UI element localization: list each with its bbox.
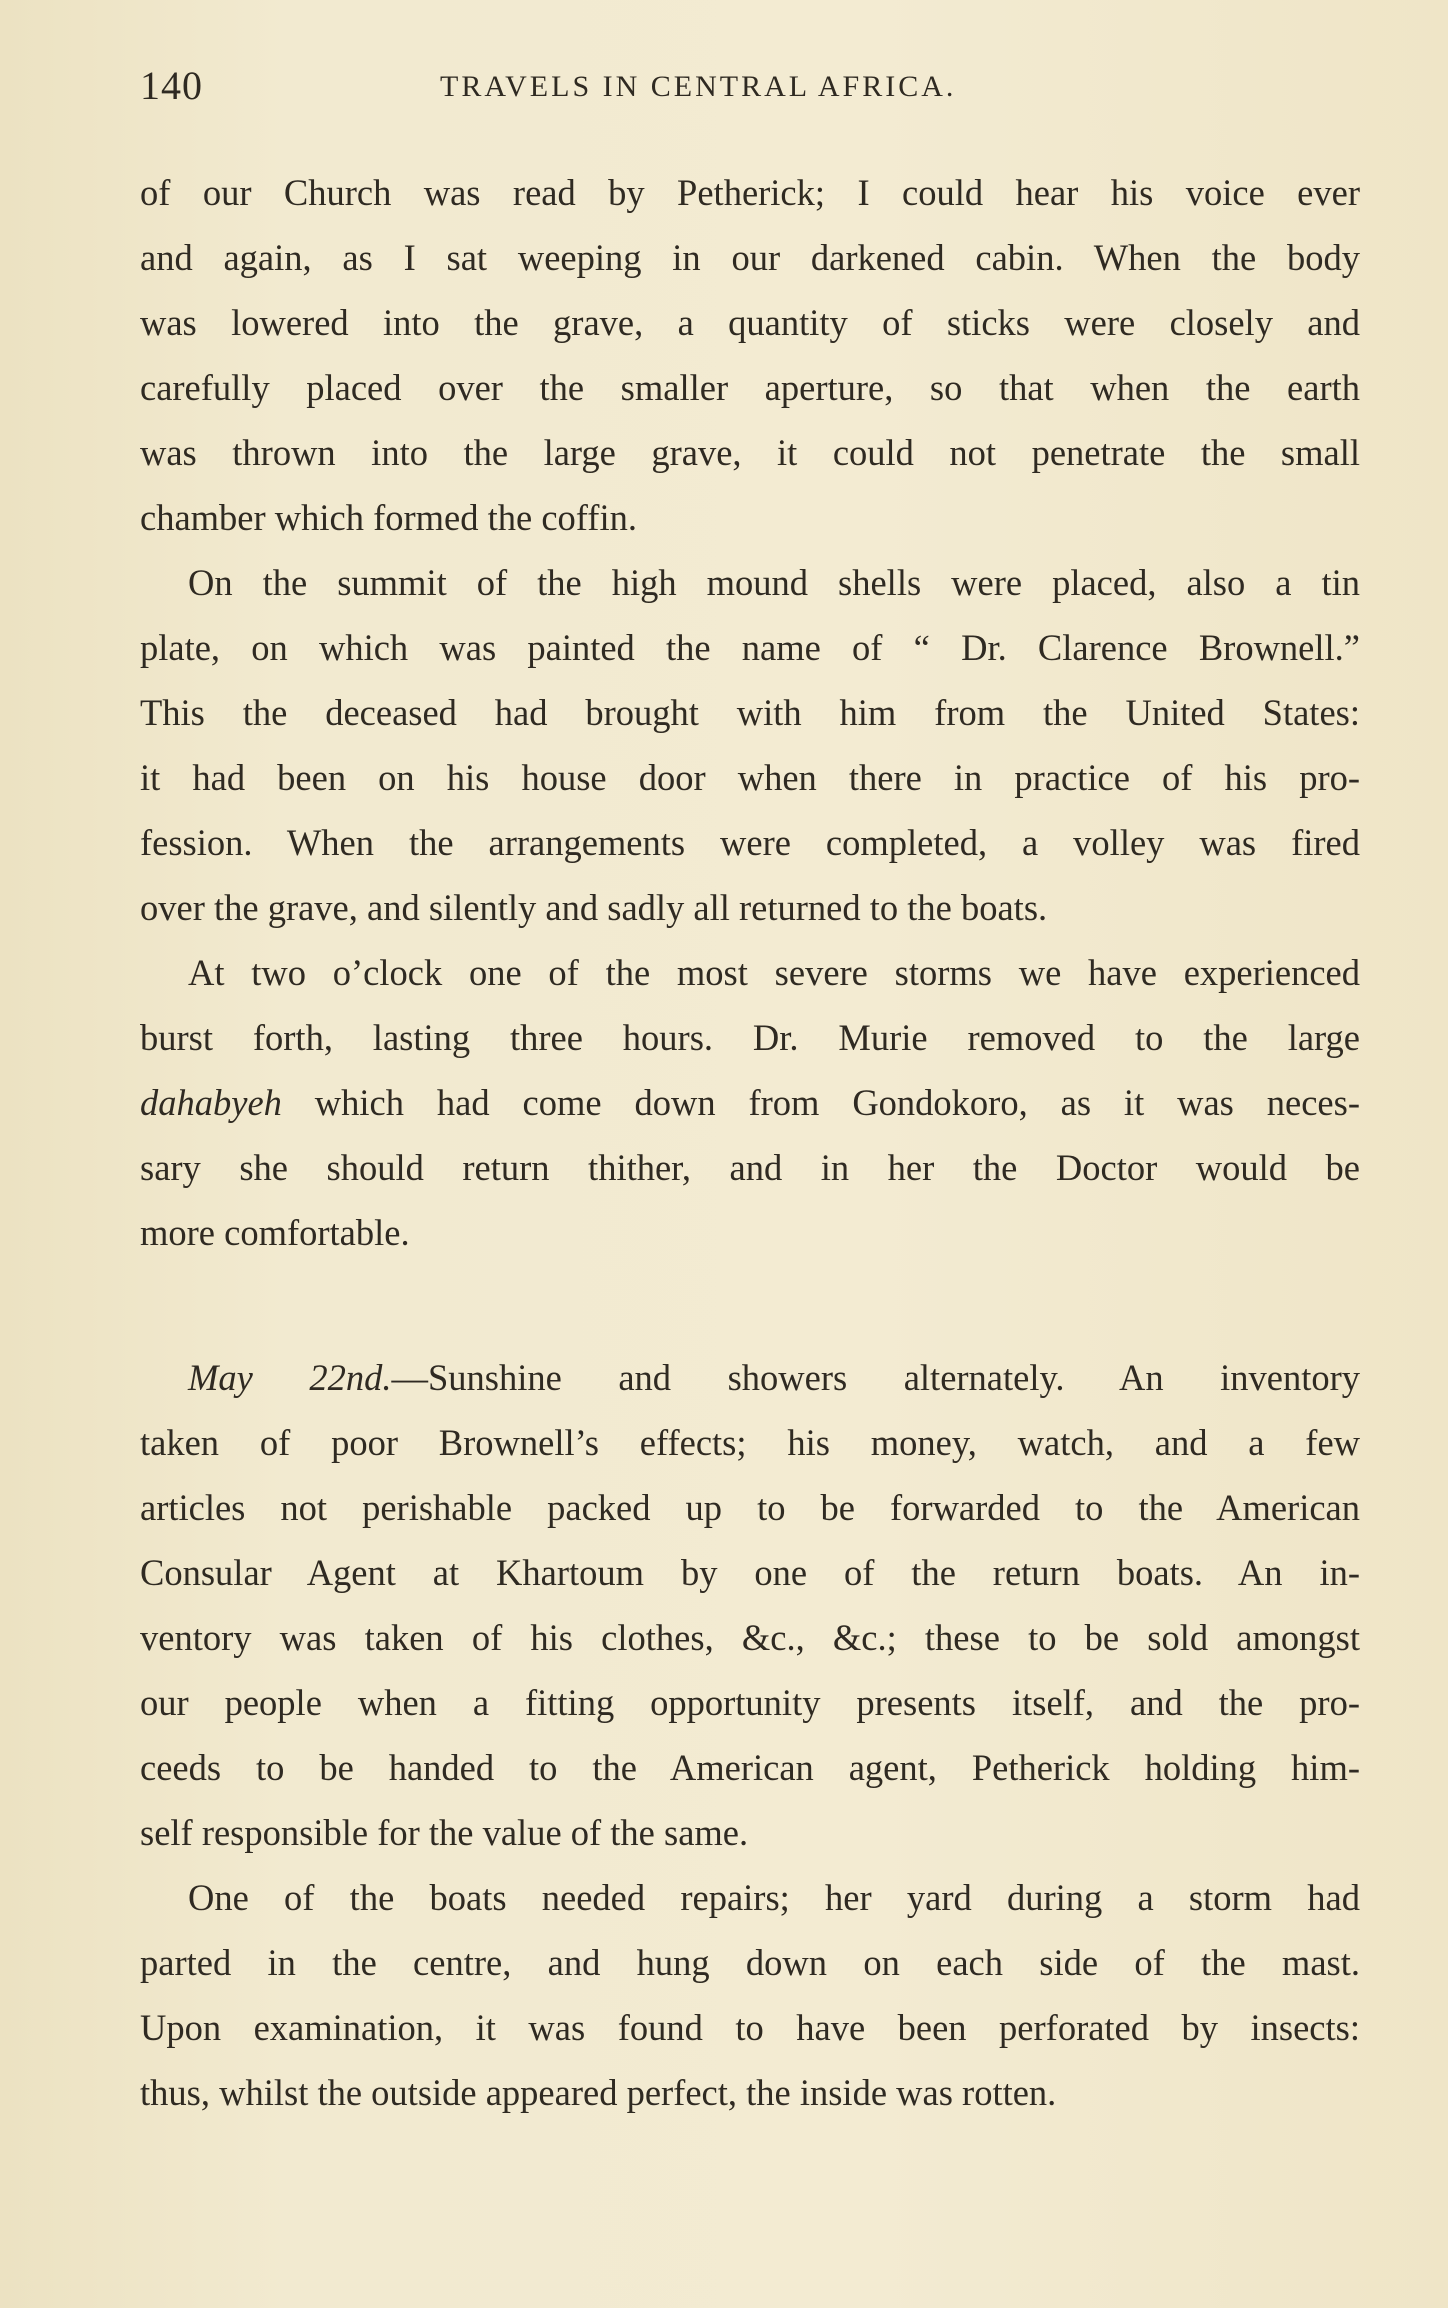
text-line: At two o’clock one of the most severe storms we have experienced: [188, 952, 1360, 993]
text-line: [140, 1345, 1360, 1410]
text-line: carefully placed over the smaller aperture, so that when the earth: [140, 367, 1360, 408]
text-line: plate, on which was painted the name of “ Dr. Clarence Brownell.”: [140, 627, 1360, 668]
paragraph-2: [140, 550, 1360, 940]
paragraph-5: [140, 1865, 1360, 2125]
paragraph-4: [140, 1345, 1360, 1865]
text-line: This the deceased had brought with him from the United States:: [140, 692, 1360, 733]
text-line: [140, 1070, 1360, 1135]
text-line: and again, as I sat weeping in our darkened cabin. When the body: [140, 237, 1360, 278]
text-line: was thrown into the large grave, it could not penetrate the small: [140, 432, 1360, 473]
text-line: Consular Agent at Khartoum by one of the return boats. An in-: [140, 1552, 1360, 1593]
text-line: One of the boats needed repairs; her yard during a storm had: [188, 1877, 1360, 1918]
text-span: which had come down from Gondokoro, as it was neces-: [281, 1082, 1360, 1123]
running-head: [140, 62, 1360, 122]
text-line: fession. When the arrangements were completed, a volley was fired: [140, 822, 1360, 863]
text-line: ventory was taken of his clothes, &c., &c.; these to be sold amongst: [140, 1617, 1360, 1658]
running-title: TRAVELS IN CENTRAL AFRICA.: [440, 70, 957, 103]
text-line: Upon examination, it was found to have been perforated by insects:: [140, 2007, 1360, 2048]
text-span: —Sunshine and showers alternately. An inventory: [391, 1357, 1360, 1398]
text-line: more comfortable.: [140, 1212, 410, 1253]
text-line: ceeds to be handed to the American agent, Petherick holding him-: [140, 1747, 1360, 1788]
text-line: thus, whilst the outside appeared perfect, the inside was rotten.: [140, 2072, 1057, 2113]
text-line: chamber which formed the coffin.: [140, 497, 637, 538]
paragraph-3: [140, 940, 1360, 1265]
text-line: of our Church was read by Petherick; I could hear his voice ever: [140, 172, 1360, 213]
text-line: taken of poor Brownell’s effects; his money, watch, and a few: [140, 1422, 1360, 1463]
page-number: 140: [140, 63, 203, 108]
section-gap: [140, 1265, 1360, 1345]
body-text: [140, 160, 1360, 2125]
text-line: articles not perishable packed up to be forwarded to the American: [140, 1487, 1360, 1528]
text-line: burst forth, lasting three hours. Dr. Murie removed to the large: [140, 1017, 1360, 1058]
text-line: was lowered into the grave, a quantity of sticks were closely and: [140, 302, 1360, 343]
text-line: our people when a fitting opportunity presents itself, and the pro-: [140, 1682, 1360, 1723]
text-line: over the grave, and silently and sadly all returned to the boats.: [140, 887, 1048, 928]
text-line: self responsible for the value of the same.: [140, 1812, 749, 1853]
text-line: it had been on his house door when there in practice of his pro-: [140, 757, 1360, 798]
italic-word: dahabyeh: [140, 1082, 282, 1123]
text-line: parted in the centre, and hung down on each side of the mast.: [140, 1942, 1360, 1983]
entry-date: May 22nd.: [188, 1357, 392, 1398]
text-line: sary she should return thither, and in her the Doctor would be: [140, 1147, 1360, 1188]
paragraph-1: [140, 160, 1360, 550]
text-line: On the summit of the high mound shells were placed, also a tin: [188, 562, 1360, 603]
